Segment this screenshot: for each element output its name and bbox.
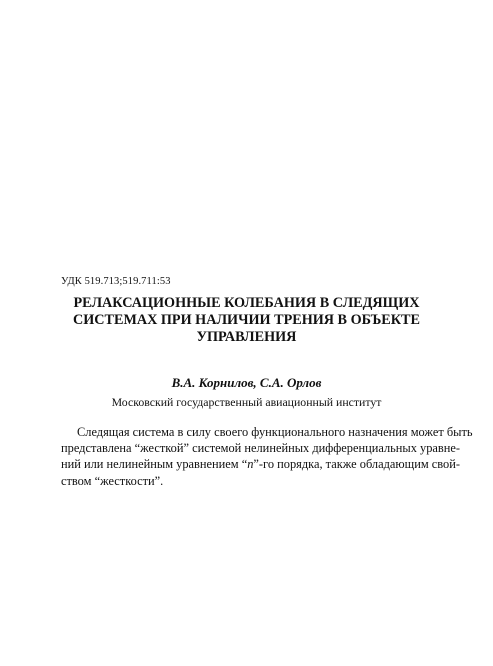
authors: В.А. Корнилов, С.А. Орлов — [171, 375, 322, 390]
affiliation: Московский государственный авиационный институт — [111, 395, 382, 409]
title-line: СИСТЕМАХ ПРИ НАЛИЧИИ ТРЕНИЯ В ОБЪЕКТЕ — [73, 312, 420, 328]
title-line: РЕЛАКСАЦИОННЫЕ КОЛЕБАНИЯ В СЛЕДЯЩИХ — [73, 295, 420, 311]
paragraph-line: представлена “жесткой” системой нелинейных дифференциальных уравне- — [61, 441, 461, 456]
paper-title — [50, 295, 443, 346]
paragraph-line: ний или нелинейным уравнением “n”-го порядка, также обладающим свой- — [61, 457, 461, 472]
title-line: УПРАВЛЕНИЯ — [196, 329, 297, 345]
paragraph-line: ством “жесткости”. — [61, 473, 164, 488]
udk-code: УДК 519.713;519.711:53 — [61, 276, 171, 287]
abstract-paragraph — [61, 424, 473, 489]
paragraph-line: Следящая система в силу своего функционального назначения может быть — [77, 425, 473, 439]
